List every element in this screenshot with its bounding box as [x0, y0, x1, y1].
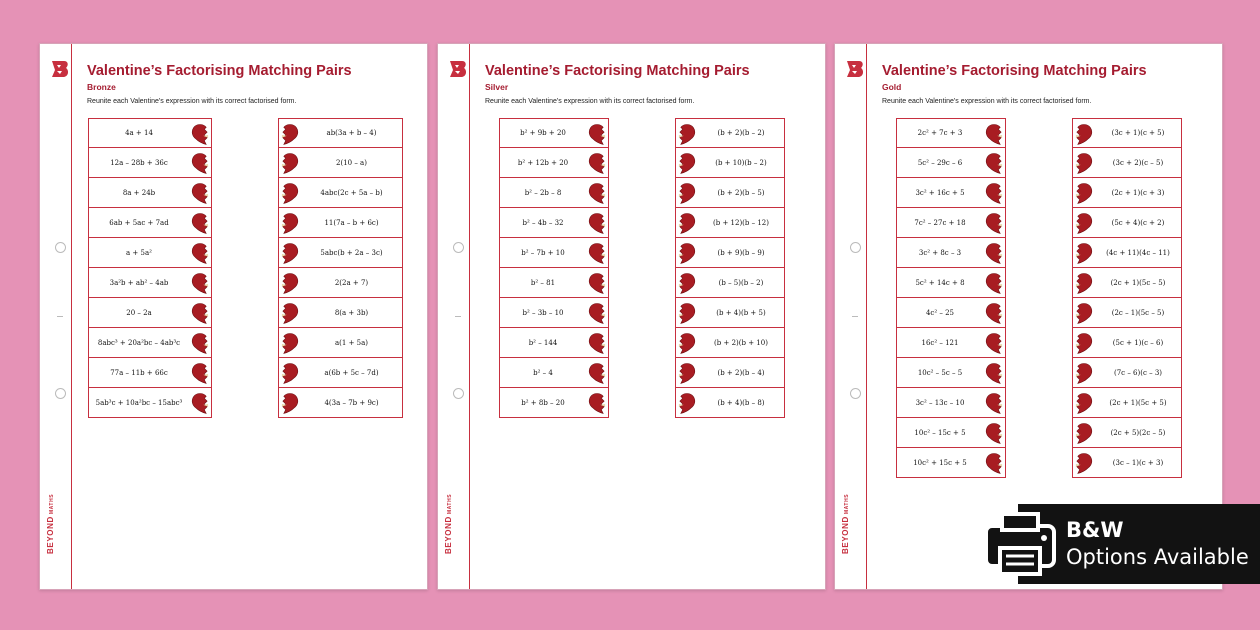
factorised-card[interactable] [1072, 178, 1182, 208]
factorised-text: 2(2a + 7) [334, 278, 369, 287]
expression-text: b² + 9b + 20 [520, 129, 566, 137]
factorised-card[interactable] [1072, 418, 1182, 448]
factorised-card[interactable] [278, 148, 403, 178]
expression-card[interactable] [896, 268, 1006, 298]
punch-hole [850, 388, 861, 399]
expression-text: b² – 7b + 10 [521, 248, 565, 257]
brand-sub: MATHS [49, 493, 55, 515]
expression-card[interactable] [88, 298, 212, 328]
heart-right-half-icon [280, 123, 299, 145]
factorised-card[interactable] [278, 358, 403, 388]
expression-card[interactable] [896, 208, 1006, 238]
expression-card[interactable] [499, 148, 609, 178]
heart-right-half-icon [677, 182, 696, 204]
expression-column [499, 118, 609, 418]
factorised-text: 4(3a – 7b + 9c) [324, 398, 379, 407]
factorised-text: (3c + 2)(c – 5) [1112, 158, 1164, 167]
expression-card[interactable] [896, 238, 1006, 268]
expression-card[interactable] [499, 178, 609, 208]
heart-right-half-icon [1074, 332, 1093, 354]
heart-left-half-icon [985, 452, 1004, 474]
heart-left-half-icon [191, 392, 210, 414]
heart-left-half-icon [191, 242, 210, 264]
worksheet-silver[interactable] [437, 43, 826, 590]
brand-vertical [46, 494, 55, 554]
heart-right-half-icon [280, 152, 299, 174]
heart-right-half-icon [1074, 212, 1093, 234]
factorised-card[interactable] [675, 268, 785, 298]
expression-card[interactable] [896, 448, 1006, 478]
factorised-text: (b + 2)(b – 2) [717, 129, 765, 137]
margin-line [469, 44, 470, 589]
factorised-text: (b + 4)(b + 5) [716, 308, 766, 317]
heart-left-half-icon [985, 182, 1004, 204]
heart-left-half-icon [985, 392, 1004, 414]
expression-card[interactable] [88, 268, 212, 298]
heart-right-half-icon [1074, 362, 1093, 384]
expression-text: 3c² – 13c – 10 [915, 398, 965, 407]
heart-left-half-icon [588, 272, 607, 294]
expression-text: 12a – 28b + 36c [110, 158, 168, 167]
expression-text: b² + 12b + 20 [517, 158, 569, 167]
factorised-text: a(1 + 5a) [334, 338, 369, 347]
factorised-card[interactable] [1072, 208, 1182, 238]
brand-sub: MATHS [844, 493, 850, 515]
factorised-text: 2(10 – a) [336, 158, 367, 167]
heart-left-half-icon [191, 272, 210, 294]
expression-card[interactable] [88, 178, 212, 208]
factorised-text: (2c + 1)(5c – 5) [1110, 278, 1166, 287]
heart-right-half-icon [677, 332, 696, 354]
expression-card[interactable] [499, 388, 609, 418]
factorised-card[interactable] [675, 148, 785, 178]
expression-column [896, 118, 1006, 478]
factorised-card[interactable] [1072, 238, 1182, 268]
factorised-card[interactable] [278, 328, 403, 358]
expression-text: b² – 144 [528, 338, 558, 347]
heart-right-half-icon [677, 392, 696, 414]
printer-icon [984, 512, 1056, 576]
expression-text: 2c² + 7c + 3 [917, 129, 963, 137]
expression-text: b² – 3b – 10 [522, 308, 564, 317]
heart-left-half-icon [588, 123, 607, 145]
factorised-column [1072, 118, 1182, 478]
punch-hole [453, 388, 464, 399]
expression-card[interactable] [499, 358, 609, 388]
brand-name: BEYOND [841, 516, 850, 554]
difficulty-level: Silver [485, 82, 509, 92]
heart-right-half-icon [1074, 242, 1093, 264]
expression-text: 8abc³ + 20a²bc – 4ab³c [97, 338, 181, 347]
expression-text: 10c² – 15c + 5 [914, 428, 966, 437]
heart-right-half-icon [280, 182, 299, 204]
expression-card[interactable] [896, 358, 1006, 388]
beyond-logo-icon [844, 58, 866, 80]
heart-right-half-icon [677, 362, 696, 384]
expression-card[interactable] [896, 388, 1006, 418]
expression-text: 20 – 2a [126, 308, 152, 317]
heart-right-half-icon [1074, 123, 1093, 145]
heart-left-half-icon [985, 152, 1004, 174]
factorised-text: 11(7a – b + 6c) [324, 218, 379, 227]
factorised-text: (5c + 4)(c + 2) [1111, 218, 1165, 227]
factorised-card[interactable] [675, 178, 785, 208]
factorised-card[interactable] [675, 328, 785, 358]
factorised-column [278, 118, 403, 418]
heart-left-half-icon [588, 152, 607, 174]
instructions: Reunite each Valentine’s expression with its correct factorised form. [485, 98, 695, 105]
badge-subtitle: Options Available [1066, 545, 1249, 569]
expression-text: 3c² + 8c – 3 [918, 248, 962, 257]
expression-card[interactable] [896, 298, 1006, 328]
expression-text: a + 5a² [126, 248, 152, 257]
heart-right-half-icon [280, 332, 299, 354]
factorised-card[interactable] [278, 118, 403, 148]
factorised-text: (2c + 1)(5c + 5) [1109, 398, 1167, 407]
heart-left-half-icon [588, 362, 607, 384]
factorised-text: ab(3a + b – 4) [326, 129, 377, 137]
worksheet-title: Valentine’s Factorising Matching Pairs [882, 63, 1147, 79]
heart-right-half-icon [1074, 182, 1093, 204]
heart-left-half-icon [985, 422, 1004, 444]
punch-hole [55, 242, 66, 253]
fold-mark [455, 316, 461, 317]
heart-right-half-icon [1074, 272, 1093, 294]
badge-title: B&W [1066, 518, 1124, 542]
factorised-text: (b + 2)(b – 4) [717, 368, 765, 377]
heart-right-half-icon [280, 392, 299, 414]
factorised-text: (b + 12)(b – 12) [713, 218, 769, 227]
heart-right-half-icon [280, 242, 299, 264]
expression-column [88, 118, 212, 418]
factorised-text: 5abc(b + 2a – 3c) [320, 248, 383, 257]
factorised-card[interactable] [1072, 328, 1182, 358]
heart-right-half-icon [677, 302, 696, 324]
factorised-text: 4abc(2c + 5a – b) [320, 188, 383, 197]
worksheet-bronze[interactable] [39, 43, 428, 590]
factorised-card[interactable] [1072, 388, 1182, 418]
factorised-card[interactable] [1072, 268, 1182, 298]
expression-card[interactable] [896, 418, 1006, 448]
factorised-card[interactable] [278, 178, 403, 208]
heart-left-half-icon [191, 123, 210, 145]
heart-left-half-icon [985, 123, 1004, 145]
heart-left-half-icon [985, 302, 1004, 324]
heart-right-half-icon [677, 152, 696, 174]
expression-text: 16c² – 121 [921, 338, 959, 347]
beyond-logo-icon [447, 58, 469, 80]
factorised-card[interactable] [278, 268, 403, 298]
heart-left-half-icon [588, 182, 607, 204]
heart-left-half-icon [588, 242, 607, 264]
heart-left-half-icon [985, 242, 1004, 264]
expression-card[interactable] [499, 298, 609, 328]
factorised-text: (b + 2)(b + 10) [714, 338, 768, 347]
heart-left-half-icon [588, 392, 607, 414]
factorised-text: (7c – 6)(c – 3) [1113, 368, 1163, 377]
heart-left-half-icon [191, 332, 210, 354]
bw-options-badge[interactable] [1018, 504, 1260, 584]
expression-text: 5ab³c + 10a²bc – 15abc³ [95, 398, 183, 407]
difficulty-level: Gold [882, 82, 902, 92]
expression-card[interactable] [896, 148, 1006, 178]
heart-left-half-icon [191, 182, 210, 204]
heart-right-half-icon [677, 212, 696, 234]
worksheet-title: Valentine’s Factorising Matching Pairs [485, 63, 750, 79]
fold-mark [852, 316, 858, 317]
factorised-card[interactable] [675, 298, 785, 328]
factorised-text: (4c + 11)(4c – 11) [1106, 248, 1170, 257]
factorised-card[interactable] [675, 388, 785, 418]
factorised-card[interactable] [675, 118, 785, 148]
margin-line [866, 44, 867, 589]
expression-text: 5c² – 29c – 6 [917, 158, 963, 167]
factorised-card[interactable] [278, 208, 403, 238]
expression-card[interactable] [88, 208, 212, 238]
heart-right-half-icon [280, 302, 299, 324]
worksheet-title: Valentine’s Factorising Matching Pairs [87, 63, 352, 79]
factorised-text: (b + 9)(b – 9) [717, 248, 765, 257]
expression-text: 3a²b + ab² – 4ab [109, 278, 169, 287]
difficulty-level: Bronze [87, 82, 116, 92]
expression-text: b² – 2b – 8 [524, 188, 562, 197]
factorised-text: (2c + 1)(c + 3) [1111, 188, 1165, 197]
heart-left-half-icon [985, 332, 1004, 354]
punch-hole [453, 242, 464, 253]
factorised-text: (b + 10)(b – 2) [715, 158, 767, 167]
factorised-text: (2c – 1)(5c – 5) [1111, 308, 1165, 317]
heart-right-half-icon [1074, 302, 1093, 324]
expression-card[interactable] [88, 328, 212, 358]
factorised-card[interactable] [1072, 358, 1182, 388]
brand-vertical [841, 494, 850, 554]
factorised-card[interactable] [1072, 298, 1182, 328]
brand-sub: MATHS [447, 493, 453, 515]
heart-left-half-icon [985, 362, 1004, 384]
expression-card[interactable] [88, 238, 212, 268]
expression-card[interactable] [499, 118, 609, 148]
heart-right-half-icon [1074, 152, 1093, 174]
expression-text: b² – 4b – 32 [522, 218, 564, 227]
instructions: Reunite each Valentine’s expression with its correct factorised form. [87, 98, 297, 105]
expression-text: b² – 81 [530, 278, 556, 287]
expression-card[interactable] [499, 238, 609, 268]
heart-left-half-icon [985, 212, 1004, 234]
factorised-text: (b + 4)(b – 8) [717, 398, 765, 407]
heart-left-half-icon [588, 302, 607, 324]
brand-name: BEYOND [444, 516, 453, 554]
factorised-text: (b – 5)(b – 2) [718, 278, 764, 287]
expression-card[interactable] [896, 328, 1006, 358]
heart-right-half-icon [677, 272, 696, 294]
expression-text: 10c² + 15c + 5 [913, 458, 967, 467]
heart-right-half-icon [1074, 452, 1093, 474]
heart-right-half-icon [280, 272, 299, 294]
heart-right-half-icon [677, 123, 696, 145]
expression-text: 6ab + 5ac + 7ad [109, 218, 169, 227]
expression-card[interactable] [499, 268, 609, 298]
heart-right-half-icon [280, 362, 299, 384]
expression-text: b² – 4 [533, 368, 553, 377]
factorised-text: a(6b + 5c – 7d) [324, 368, 379, 377]
beyond-logo-icon [49, 58, 71, 80]
factorised-card[interactable] [1072, 448, 1182, 478]
instructions: Reunite each Valentine’s expression with its correct factorised form. [882, 98, 1092, 105]
expression-text: 7c² – 27c + 18 [914, 218, 966, 227]
heart-right-half-icon [280, 212, 299, 234]
factorised-text: (b + 2)(b – 5) [717, 188, 765, 197]
factorised-card[interactable] [278, 388, 403, 418]
factorised-card[interactable] [675, 208, 785, 238]
margin-line [71, 44, 72, 589]
expression-text: 8a + 24b [122, 188, 156, 197]
factorised-text: (3c – 1)(c + 3) [1112, 458, 1164, 467]
expression-card[interactable] [896, 118, 1006, 148]
heart-left-half-icon [191, 362, 210, 384]
heart-left-half-icon [588, 212, 607, 234]
heart-right-half-icon [677, 242, 696, 264]
expression-text: 3c² + 16c + 5 [915, 188, 965, 197]
expression-card[interactable] [88, 148, 212, 178]
brand-vertical [444, 494, 453, 554]
heart-left-half-icon [588, 332, 607, 354]
factorised-text: (2c + 5)(2c – 5) [1110, 428, 1166, 437]
punch-hole [55, 388, 66, 399]
factorised-text: (5c + 1)(c – 6) [1112, 338, 1164, 347]
expression-card[interactable] [896, 178, 1006, 208]
expression-text: 10c² – 5c – 5 [917, 368, 963, 377]
fold-mark [57, 316, 63, 317]
punch-hole [850, 242, 861, 253]
expression-card[interactable] [88, 118, 212, 148]
factorised-card[interactable] [1072, 148, 1182, 178]
expression-text: b² + 8b – 20 [521, 398, 565, 407]
factorised-column [675, 118, 785, 418]
factorised-card[interactable] [675, 238, 785, 268]
expression-card[interactable] [88, 358, 212, 388]
expression-card[interactable] [88, 388, 212, 418]
factorised-card[interactable] [675, 358, 785, 388]
heart-right-half-icon [1074, 392, 1093, 414]
expression-text: 77a – 11b + 66c [110, 368, 168, 377]
expression-card[interactable] [499, 208, 609, 238]
factorised-card[interactable] [278, 238, 403, 268]
factorised-card[interactable] [1072, 118, 1182, 148]
factorised-text: (3c + 1)(c + 5) [1111, 129, 1165, 137]
expression-text: 5c² + 14c + 8 [915, 278, 965, 287]
expression-text: 4c² – 25 [925, 308, 955, 317]
heart-right-half-icon [1074, 422, 1093, 444]
factorised-text: 8(a + 3b) [334, 308, 369, 317]
heart-left-half-icon [191, 152, 210, 174]
expression-card[interactable] [499, 328, 609, 358]
heart-left-half-icon [191, 212, 210, 234]
heart-left-half-icon [985, 272, 1004, 294]
expression-text: 4a + 14 [125, 129, 153, 137]
factorised-card[interactable] [278, 298, 403, 328]
brand-name: BEYOND [46, 516, 55, 554]
heart-left-half-icon [191, 302, 210, 324]
